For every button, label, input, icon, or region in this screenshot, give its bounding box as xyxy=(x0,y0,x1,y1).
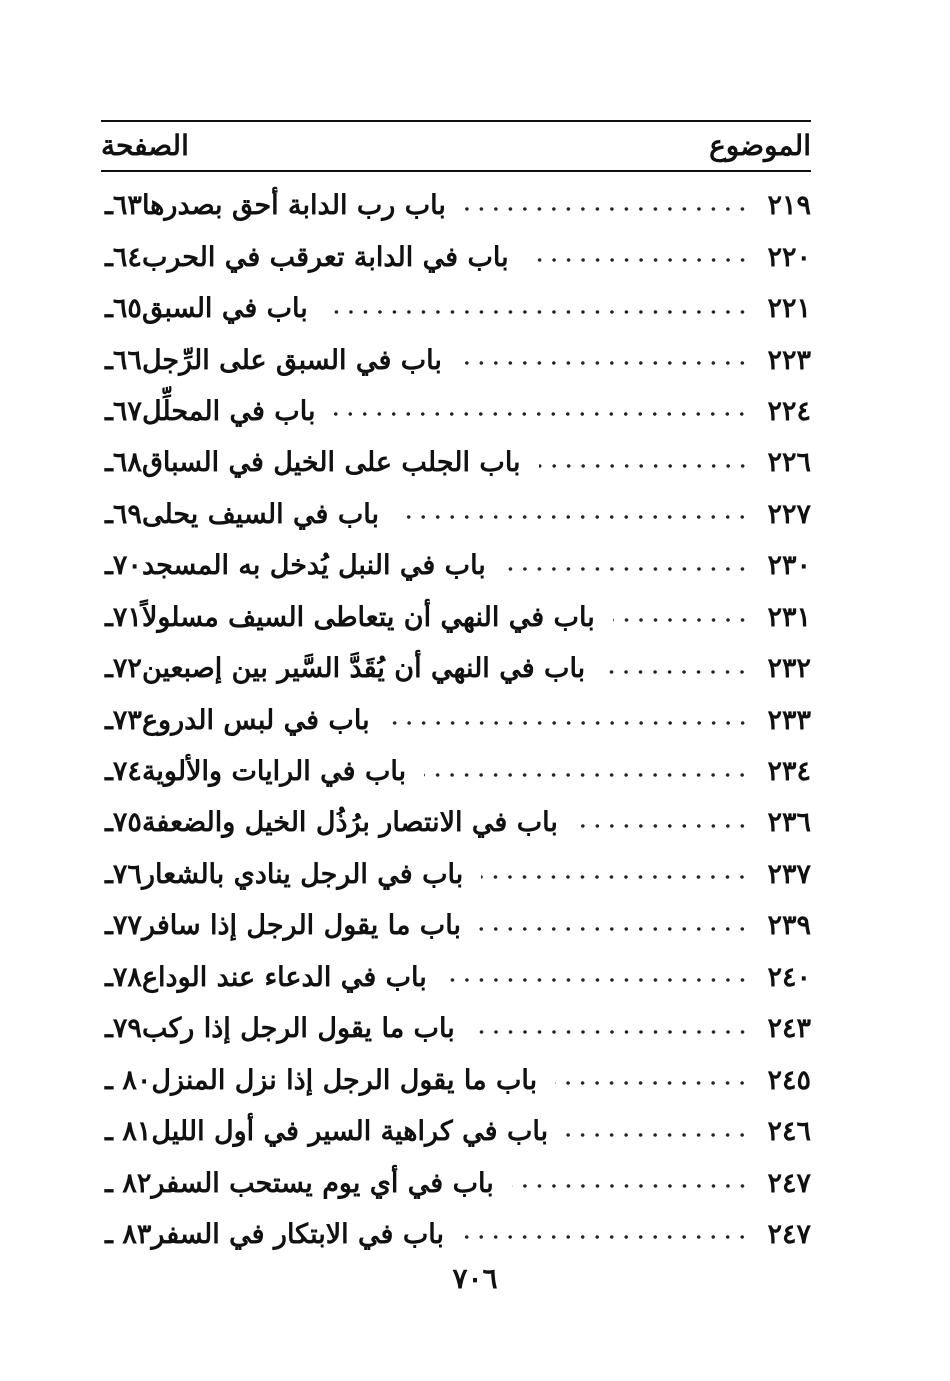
entry-page-number: ٢٣١ xyxy=(767,601,811,633)
entry-page-number: ٢٢٧ xyxy=(767,498,811,530)
toc-entry xyxy=(101,1054,811,1105)
entry-title: باب ما يقول الرجل إذا سافر xyxy=(141,910,461,942)
entry-title: باب في كراهية السير في أول الليل xyxy=(151,1116,549,1148)
entry-title: باب في الابتكار في السفر xyxy=(151,1218,445,1250)
entry-page-number: ٢٤٥ xyxy=(767,1064,811,1096)
dot-leader xyxy=(539,464,750,468)
entry-page-number: ٢٣٧ xyxy=(767,858,811,890)
entry-title: باب في الدعاء عند الوداع xyxy=(141,961,427,993)
toc-entry xyxy=(101,1209,811,1260)
top-rule xyxy=(101,120,811,122)
entry-title: باب في الرجل ينادي بالشعار xyxy=(141,858,464,890)
dot-leader xyxy=(333,412,749,416)
page-number: ٧٠٦ xyxy=(452,1262,498,1295)
entry-title: باب في السبق على الرِّجل xyxy=(141,344,442,376)
dot-leader xyxy=(613,618,750,622)
entry-title: باب في السبق xyxy=(141,293,308,325)
toc-entry xyxy=(101,952,811,1003)
entry-title: باب في المحلِّل xyxy=(141,395,316,427)
dot-leader xyxy=(512,1184,750,1188)
entry-number: ٧٨ـ xyxy=(105,961,142,993)
entry-page-number: ٢٢٠ xyxy=(767,241,811,273)
entry-title: باب في الدابة تعرقب في الحرب xyxy=(141,241,509,273)
toc-entry xyxy=(101,1106,811,1157)
entry-number: ٨٠ ـ xyxy=(105,1064,152,1096)
dot-leader xyxy=(603,670,749,674)
entry-page-number: ٢٣٠ xyxy=(767,550,811,582)
dot-leader xyxy=(473,1030,750,1034)
entry-page-number: ٢٤٧ xyxy=(767,1218,811,1250)
entry-page-number: ٢٢٤ xyxy=(767,395,811,427)
toc-entry xyxy=(101,849,811,900)
entry-number: ٧٢ـ xyxy=(105,653,142,685)
entry-number: ٧١ـ xyxy=(105,601,142,633)
entry-number: ٧٠ـ xyxy=(105,550,142,582)
entry-title: باب في أي يوم يستحب السفر xyxy=(151,1167,494,1199)
entry-number: ٨٣ ـ xyxy=(105,1218,152,1250)
entry-page-number: ٢٤٣ xyxy=(767,1013,811,1045)
dot-leader xyxy=(460,361,750,365)
topic-column-header: الموضوع xyxy=(709,129,811,162)
dot-leader xyxy=(481,875,749,879)
dot-leader xyxy=(388,721,750,725)
entry-page-number: ٢٢٦ xyxy=(767,447,811,479)
entry-page-number: ٢٣٦ xyxy=(767,807,811,839)
entry-number: ٦٨ـ xyxy=(105,447,142,479)
dot-leader xyxy=(527,258,750,262)
toc-entry xyxy=(101,643,811,694)
entry-number: ٧٦ـ xyxy=(105,858,142,890)
entry-number: ٧٧ـ xyxy=(105,910,142,942)
entry-number: ٧٣ـ xyxy=(105,704,142,736)
entry-number: ٦٥ـ xyxy=(105,293,142,325)
toc-entry xyxy=(101,900,811,951)
toc-entry xyxy=(101,746,811,797)
toc-entry xyxy=(101,797,811,848)
entry-title: باب في الانتصار برُذُل الخيل والضعفة xyxy=(141,807,558,839)
entry-page-number: ٢٤٧ xyxy=(767,1167,811,1199)
toc-entry xyxy=(101,437,811,488)
dot-leader xyxy=(424,773,749,777)
entry-page-number: ٢٤٠ xyxy=(767,961,811,993)
entry-number: ٨٢ ـ xyxy=(105,1167,152,1199)
entry-page-number: ٢٢١ xyxy=(767,293,811,325)
dot-leader xyxy=(397,515,749,519)
toc-entry xyxy=(101,180,811,231)
entry-title: باب في النبل يُدخل به المسجد xyxy=(141,550,486,582)
entry-page-number: ٢٣٢ xyxy=(767,653,811,685)
entry-title: باب في الرايات والألوية xyxy=(141,756,407,788)
entry-number: ٨١ ـ xyxy=(105,1116,152,1148)
dot-leader xyxy=(576,824,750,828)
entry-page-number: ٢٣٩ xyxy=(767,910,811,942)
entry-page-number: ٢٣٣ xyxy=(767,704,811,736)
entry-number: ٦٣ـ xyxy=(105,190,142,222)
dot-leader xyxy=(566,1133,749,1137)
entry-number: ٧٩ـ xyxy=(105,1013,142,1045)
entry-page-number: ٢١٩ xyxy=(767,190,811,222)
toc-entry xyxy=(101,283,811,334)
entry-number: ٧٥ـ xyxy=(105,807,142,839)
entry-number: ٦٦ـ xyxy=(105,344,142,376)
entry-number: ٦٧ـ xyxy=(105,395,142,427)
table-header xyxy=(101,126,811,166)
contents-list xyxy=(101,180,811,1260)
dot-leader xyxy=(326,310,750,314)
toc-entry xyxy=(101,386,811,437)
entry-title: باب رب الدابة أحق بصدرها xyxy=(141,190,446,222)
entry-title: باب ما يقول الرجل إذا نزل المنزل xyxy=(151,1064,538,1096)
dot-leader xyxy=(462,1235,749,1239)
entry-title: باب في النهي أن يُقَدَّ السَّير بين إصبعين xyxy=(141,653,586,685)
entry-number: ٦٤ـ xyxy=(105,241,142,273)
entry-page-number: ٢٢٣ xyxy=(767,344,811,376)
entry-page-number: ٢٣٤ xyxy=(767,756,811,788)
toc-entry xyxy=(101,1003,811,1054)
dot-leader xyxy=(479,927,750,931)
toc-entry xyxy=(101,231,811,282)
entry-page-number: ٢٤٦ xyxy=(767,1116,811,1148)
toc-entry xyxy=(101,334,811,385)
toc-entry xyxy=(101,694,811,745)
entry-title: باب الجلب على الخيل في السباق xyxy=(141,447,521,479)
entry-title: باب في لبس الدروع xyxy=(141,704,370,736)
dot-leader xyxy=(464,207,750,211)
toc-entry xyxy=(101,1157,811,1208)
entry-number: ٦٩ـ xyxy=(105,498,142,530)
header-rule xyxy=(101,170,811,172)
dot-leader xyxy=(445,978,750,982)
entry-number: ٧٤ـ xyxy=(105,756,142,788)
dot-leader xyxy=(555,1081,749,1085)
entry-title: باب ما يقول الرجل إذا ركب xyxy=(141,1013,455,1045)
entry-title: باب في السيف يحلى xyxy=(141,498,380,530)
toc-entry xyxy=(101,592,811,643)
page-column-header: الصفحة xyxy=(101,129,189,162)
entry-title: باب في النهي أن يتعاطى السيف مسلولاً xyxy=(141,601,595,633)
toc-entry xyxy=(101,540,811,591)
toc-entry xyxy=(101,489,811,540)
dot-leader xyxy=(504,567,750,571)
